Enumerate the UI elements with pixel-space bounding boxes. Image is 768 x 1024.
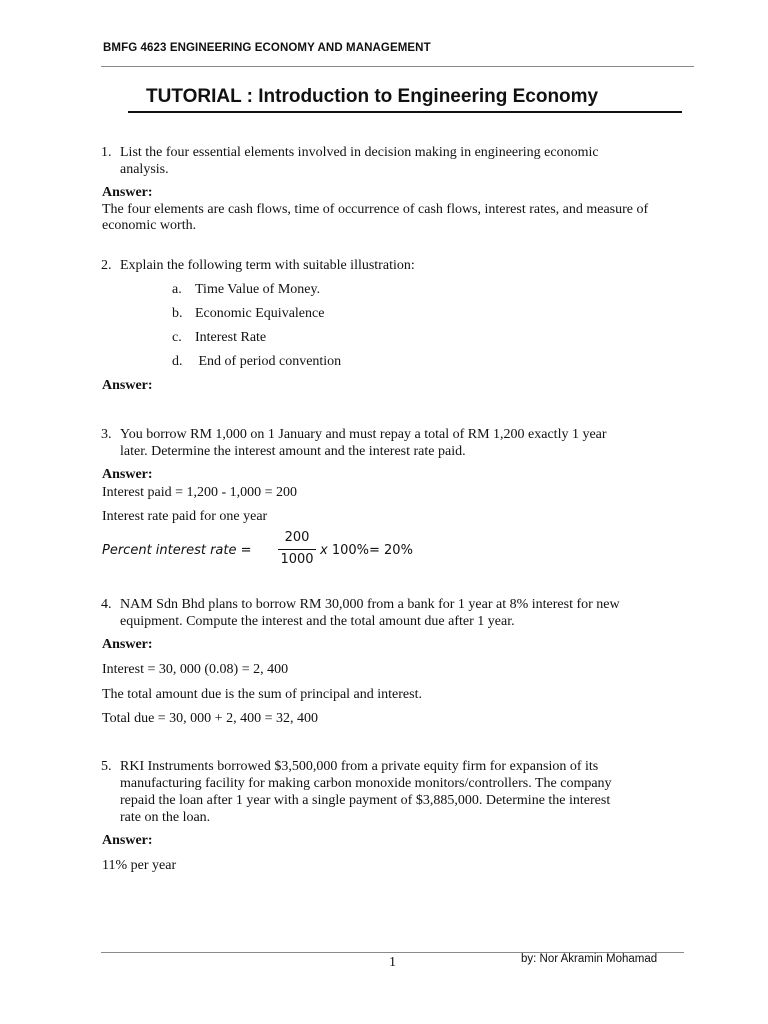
author-credit: by: Nor Akramin Mohamad	[521, 953, 658, 965]
question-number: 4.	[101, 597, 112, 612]
sub-item-a	[172, 282, 320, 298]
answer-1-line-2: economic worth.	[102, 218, 197, 233]
answer-4-line-3: Total due = 30, 000 + 2, 400 = 32, 400	[102, 711, 318, 726]
question-3	[101, 426, 676, 460]
answer-5-line-1: 11% per year	[102, 858, 177, 873]
formula-denominator: 1000	[280, 552, 314, 567]
question-4-line-2: equipment. Compute the interest and the total amount due after 1 year.	[120, 614, 515, 629]
sub-item-c	[172, 330, 266, 346]
answer-1-line-1: The four elements are cash flows, time of occurrence of cash flows, interest rates, and measure of	[102, 202, 649, 217]
sub-item-text: Time Value of Money.	[195, 282, 321, 297]
answer-label: Answer:	[102, 378, 153, 393]
sub-item-letter: d.	[172, 354, 183, 369]
formula-result: 100%= 20%	[331, 543, 413, 558]
question-1-line-2: analysis.	[120, 162, 169, 177]
fraction-bar	[278, 549, 316, 550]
answer-3-line-2: Interest rate paid for one year	[102, 509, 268, 524]
question-4-line-1: NAM Sdn Bhd plans to borrow RM 30,000 from a bank for 1 year at 8% interest for new	[120, 597, 620, 612]
answer-3-line-1: Interest paid = 1,200 - 1,000 = 200	[102, 485, 298, 500]
sub-item-b	[172, 306, 324, 322]
question-2-line-1: Explain the following term with suitable illustration:	[120, 258, 415, 273]
answer-4-line-1: Interest = 30, 000 (0.08) = 2, 400	[102, 662, 289, 677]
page-title: TUTORIAL : Introduction to Engineering Economy	[146, 86, 599, 107]
answer-label: Answer:	[102, 185, 153, 200]
question-number: 3.	[101, 427, 112, 442]
sub-item-text: Economic Equivalence	[195, 306, 325, 321]
answer-label: Answer:	[102, 467, 153, 482]
formula-multiply: x	[320, 543, 328, 558]
question-number: 1.	[101, 145, 112, 160]
sub-item-letter: a.	[172, 282, 182, 297]
sub-item-d	[172, 354, 341, 370]
question-3-line-2: later. Determine the interest amount and the interest rate paid.	[120, 444, 466, 459]
question-5-line-2: manufacturing facility for making carbon monoxide monitors/controllers. The company	[120, 776, 612, 791]
formula-fraction	[278, 530, 316, 568]
answer-4-line-2: The total amount due is the sum of principal and interest.	[102, 687, 422, 702]
question-5-line-3: repaid the loan after 1 year with a single payment of $3,885,000. Determine the interest	[120, 793, 611, 808]
page-number: 1	[389, 955, 396, 970]
header-divider	[101, 66, 694, 67]
question-number: 5.	[101, 759, 112, 774]
answer-label: Answer:	[102, 833, 153, 848]
sub-item-letter: c.	[172, 330, 182, 345]
answer-label: Answer:	[102, 637, 153, 652]
formula-numerator: 200	[284, 530, 310, 545]
question-5-line-1: RKI Instruments borrowed $3,500,000 from a private equity firm for expansion of its	[120, 759, 599, 774]
question-3-line-1: You borrow RM 1,000 on 1 January and must repay a total of RM 1,200 exactly 1 year	[120, 427, 607, 442]
question-2	[101, 257, 676, 274]
title-underline	[128, 111, 682, 113]
formula-lhs: Percent interest rate =	[102, 543, 252, 558]
sub-item-text: End of period convention	[195, 354, 342, 369]
sub-item-text: Interest Rate	[195, 330, 267, 345]
question-5	[101, 758, 676, 826]
question-number: 2.	[101, 258, 112, 273]
question-1-line-1: List the four essential elements involved in decision making in engineering economic	[120, 145, 599, 160]
sub-item-letter: b.	[172, 306, 183, 321]
course-header: BMFG 4623 ENGINEERING ECONOMY AND MANAGEMENT	[103, 42, 431, 54]
question-4	[101, 596, 676, 630]
question-5-line-4: rate on the loan.	[120, 810, 211, 825]
question-1	[101, 144, 676, 178]
formula-rhs	[320, 543, 413, 558]
